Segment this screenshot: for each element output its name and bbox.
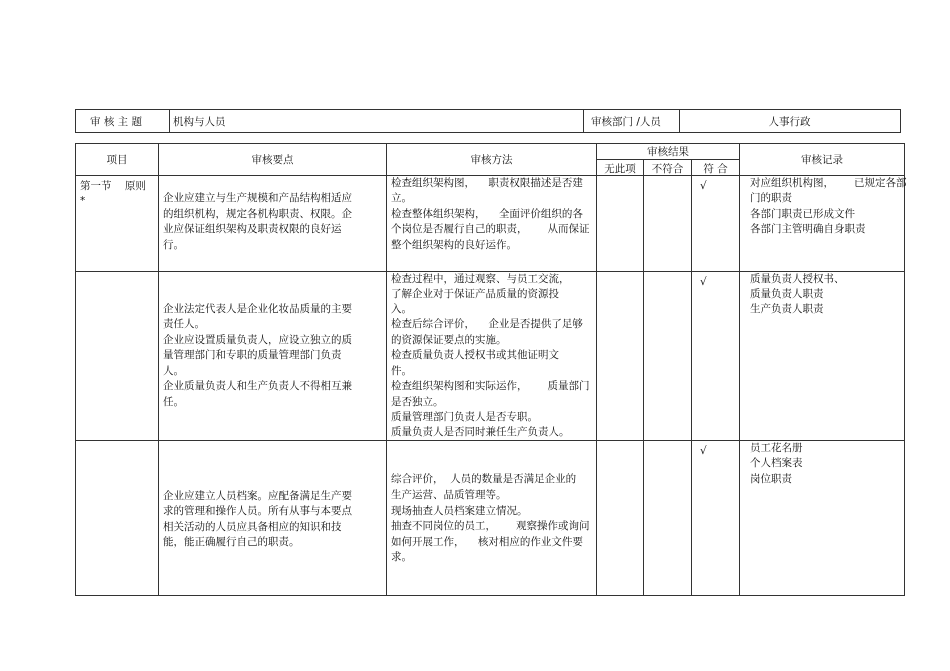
text-line: 个岗位是否履行自己的职责， 从而保证 (391, 223, 590, 235)
text-line: 生产运营、品质管理等。 (391, 489, 507, 501)
text-line: 质量负责人授权书、 (750, 273, 845, 285)
text-line: 企业应建立人员档案。应配备满足生产要 (163, 490, 352, 502)
divider (169, 110, 170, 132)
text-line: 量管理部门和专职的质量管理部门负责 (163, 349, 342, 361)
text-line: 抽查不同岗位的员工， 观察操作或询问 (391, 520, 590, 532)
text-line: 企业法定代表人是企业化妆品质量的主要 (163, 303, 352, 315)
header-item: 项目 (106, 154, 128, 166)
header-pass: 符 合 (703, 163, 728, 175)
dept-value: 人事行政 (768, 115, 811, 128)
dept-label: 审核部门 /人员 (591, 115, 661, 128)
header-result: 审核结果 (647, 146, 689, 158)
text-line: 是否独立。 (391, 396, 444, 408)
text-line: 立。 (391, 192, 412, 204)
col-divider (386, 144, 387, 595)
divider (583, 110, 584, 132)
text-line: 求。 (391, 551, 412, 563)
text-line: 企业应设置质量负责人，应设立独立的质 (163, 334, 352, 346)
text-line: 件。 (391, 365, 412, 377)
text-line: 质量管理部门负责人是否专职。 (391, 411, 538, 423)
check-mark: √ (700, 445, 707, 457)
audit-checklist-table (75, 143, 905, 596)
text-line: 员工花名册 (750, 442, 803, 454)
text-line: 企业质量负责人和生产负责人不得相互兼 (163, 380, 352, 392)
text-line: 检查组织架构图和实际运作， 质量部门 (391, 380, 590, 392)
text-line: 求的管理和操作人员。所有从事与本要点 (163, 505, 352, 517)
col-divider (739, 144, 740, 595)
text-line: 检查质量负责人授权书或其他证明文 (391, 349, 559, 361)
text-line: 生产负责人职责 (750, 303, 824, 315)
text-line: 现场抽查人员档案建立情况。 (391, 505, 528, 517)
text-line: 的组织机构，规定各机构职责、权限。企 (163, 208, 352, 220)
subject-value: 机构与人员 (173, 115, 226, 128)
text-line: 的资源保证要点的实施。 (391, 334, 507, 346)
row-divider (596, 159, 739, 160)
text-line: 行。 (163, 239, 184, 251)
text-line: 人。 (163, 365, 184, 377)
check-mark: √ (700, 276, 707, 288)
text-line: 企业应建立与生产规模和产品结构相适应 (163, 192, 352, 204)
col-divider (596, 144, 597, 595)
text-line: 任。 (163, 396, 184, 408)
text-line: 检查组织架构图， 职责权限描述是否建 (391, 177, 583, 189)
text-line: 岗位职责 (750, 473, 792, 485)
header-method: 审核方法 (470, 154, 513, 166)
text-line: 能，能正确履行自己的职责。 (163, 536, 300, 548)
text-line: 综合评价， 人员的数量是否满足企业的 (391, 473, 577, 485)
header-points: 审核要点 (251, 154, 294, 166)
row-item-label: 第一节 原则 (80, 180, 146, 192)
text-line: 如何开展工作， 核对相应的作业文件要 (391, 536, 583, 548)
text-line: 相关活动的人员应具备相应的知识和技 (163, 521, 342, 533)
required-marker: * (80, 195, 86, 207)
text-line: 整个组织架构的良好运作。 (391, 239, 517, 251)
text-line: 质量负责人职责 (750, 288, 824, 300)
col-divider (158, 144, 159, 595)
text-line: 入。 (391, 303, 412, 315)
col-divider (691, 160, 692, 595)
text-line: 门的职责 (750, 192, 792, 204)
text-line: 检查过程中，通过观察、与员工交流， (391, 273, 570, 285)
text-line: 质量负责人是否同时兼任生产负责人。 (391, 426, 570, 438)
text-line: 个人档案表 (750, 457, 803, 469)
col-divider (643, 160, 644, 595)
text-line: 对应组织机构图， 已规定各部 (750, 177, 907, 189)
header-none: 无此项 (604, 163, 636, 175)
audit-header-table (75, 109, 901, 133)
header-record: 审核记录 (801, 154, 843, 166)
text-line: 各部门主管明确自身职责 (750, 223, 866, 235)
header-fail: 不符合 (651, 163, 684, 175)
text-line: 责任人。 (163, 318, 205, 330)
check-mark: √ (700, 180, 707, 192)
text-line: 业应保证组织架构及职责权限的良好运 (163, 223, 342, 235)
text-line: 各部门职责已形成文件 (750, 208, 855, 220)
text-line: 了解企业对于保证产品质量的资源投 (391, 288, 559, 300)
text-line: 检查后综合评价， 企业是否提供了足够 (391, 318, 583, 330)
text-line: 检查整体组织架构， 全面评价组织的各 (391, 208, 583, 220)
subject-label: 审 核 主 题 (90, 115, 143, 128)
